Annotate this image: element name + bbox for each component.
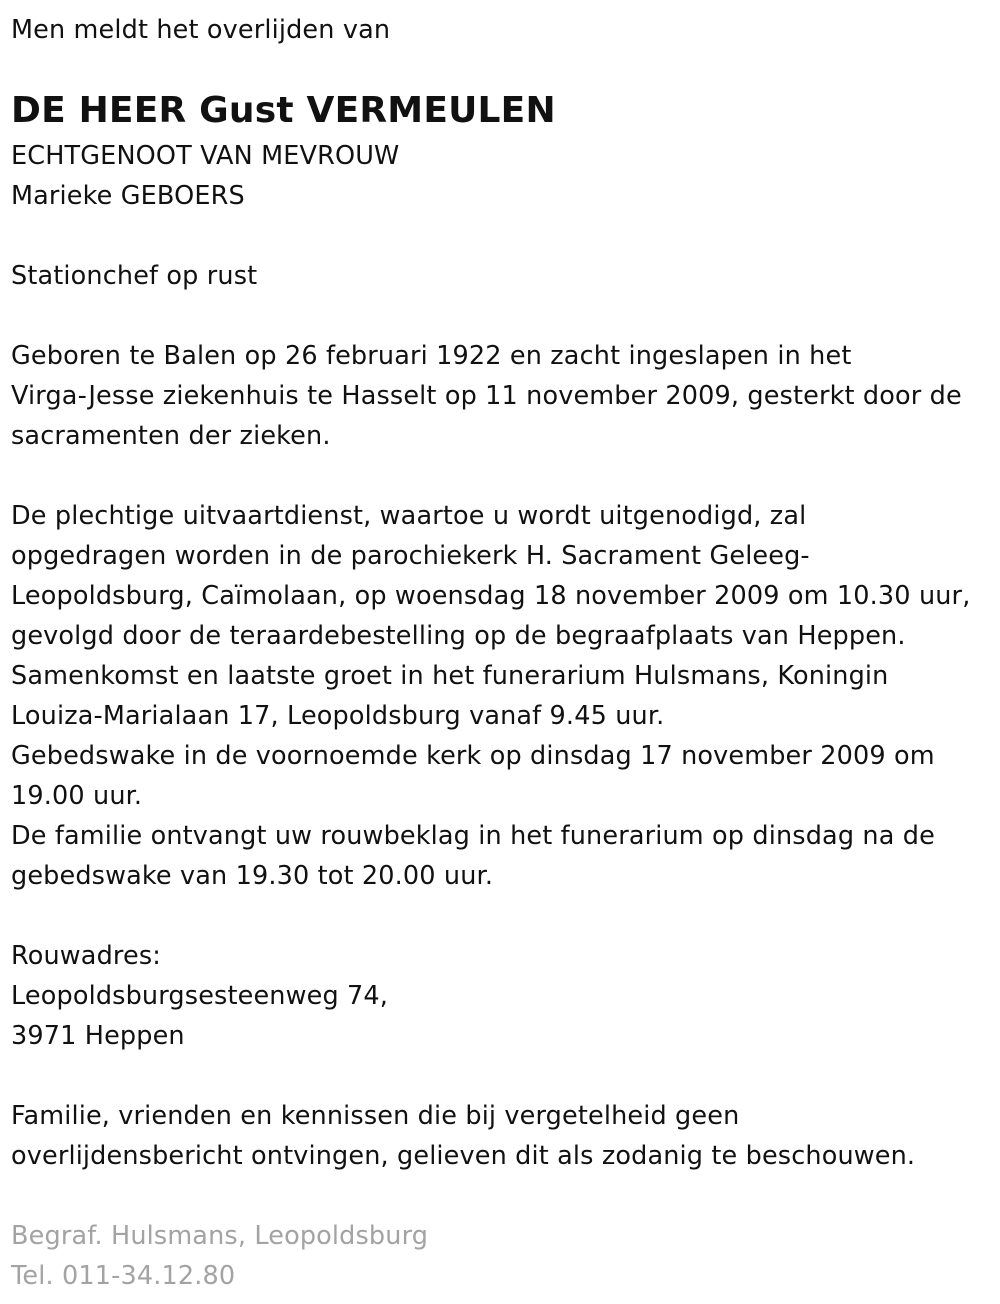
paragraph-line: De familie ontvangt uw rouwbeklag in het funerarium op dinsdag na de <box>11 821 935 851</box>
paragraph-line: sacramenten der zieken. <box>11 421 331 451</box>
address-street: Leopoldsburgsesteenweg 74, <box>11 981 389 1011</box>
paragraph-line: overlijdensbericht ontvingen, gelieven dit als zodanig te beschouwen. <box>11 1141 916 1171</box>
deceased-name: DE HEER Gust VERMEULEN <box>11 90 556 131</box>
paragraph-line: De plechtige uitvaartdienst, waartoe u wordt uitgenodigd, zal <box>11 501 807 531</box>
paragraph-line: gevolgd door de teraardebestelling op de begraafplaats van Heppen. <box>11 621 906 651</box>
address-label: Rouwadres: <box>11 941 161 971</box>
funeral-home-phone: Tel. 011-34.12.80 <box>11 1261 236 1291</box>
mourning-address <box>11 936 988 1056</box>
paragraph-line: Virga-Jesse ziekenhuis te Hasselt op 11 november 2009, gesterkt door de <box>11 381 962 411</box>
spouse-label: ECHTGENOOT VAN MEVROUW <box>11 141 400 171</box>
ceremony-paragraph <box>11 496 988 896</box>
paragraph-line: Samenkomst en laatste groet in het funerarium Hulsmans, Koningin <box>11 661 889 691</box>
paragraph-line: Familie, vrienden en kennissen die bij vergetelheid geen <box>11 1101 740 1131</box>
occupation: Stationchef op rust <box>11 261 258 291</box>
paragraph-line: opgedragen worden in de parochiekerk H. Sacrament Geleeg- <box>11 541 810 571</box>
paragraph-line: gebedswake van 19.30 tot 20.00 uur. <box>11 861 494 891</box>
paragraph-line: Louiza-Marialaan 17, Leopoldsburg vanaf 9.45 uur. <box>11 701 665 731</box>
spouse-name: Marieke GEBOERS <box>11 181 245 211</box>
paragraph-line: Leopoldsburg, Caïmolaan, op woensdag 18 november 2009 om 10.30 uur, <box>11 581 971 611</box>
paragraph-line: Gebedswake in de voornoemde kerk op dinsdag 17 november 2009 om <box>11 741 935 771</box>
address-city: 3971 Heppen <box>11 1021 185 1051</box>
funeral-home-info <box>11 1216 988 1296</box>
paragraph-line: 19.00 uur. <box>11 781 143 811</box>
birth-death-paragraph <box>11 336 988 456</box>
closing-paragraph <box>11 1096 988 1176</box>
paragraph-line: Geboren te Balen op 26 februari 1922 en zacht ingeslapen in het <box>11 341 852 371</box>
intro-text: Men meldt het overlijden van <box>11 15 391 45</box>
funeral-home-name: Begraf. Hulsmans, Leopoldsburg <box>11 1221 429 1251</box>
